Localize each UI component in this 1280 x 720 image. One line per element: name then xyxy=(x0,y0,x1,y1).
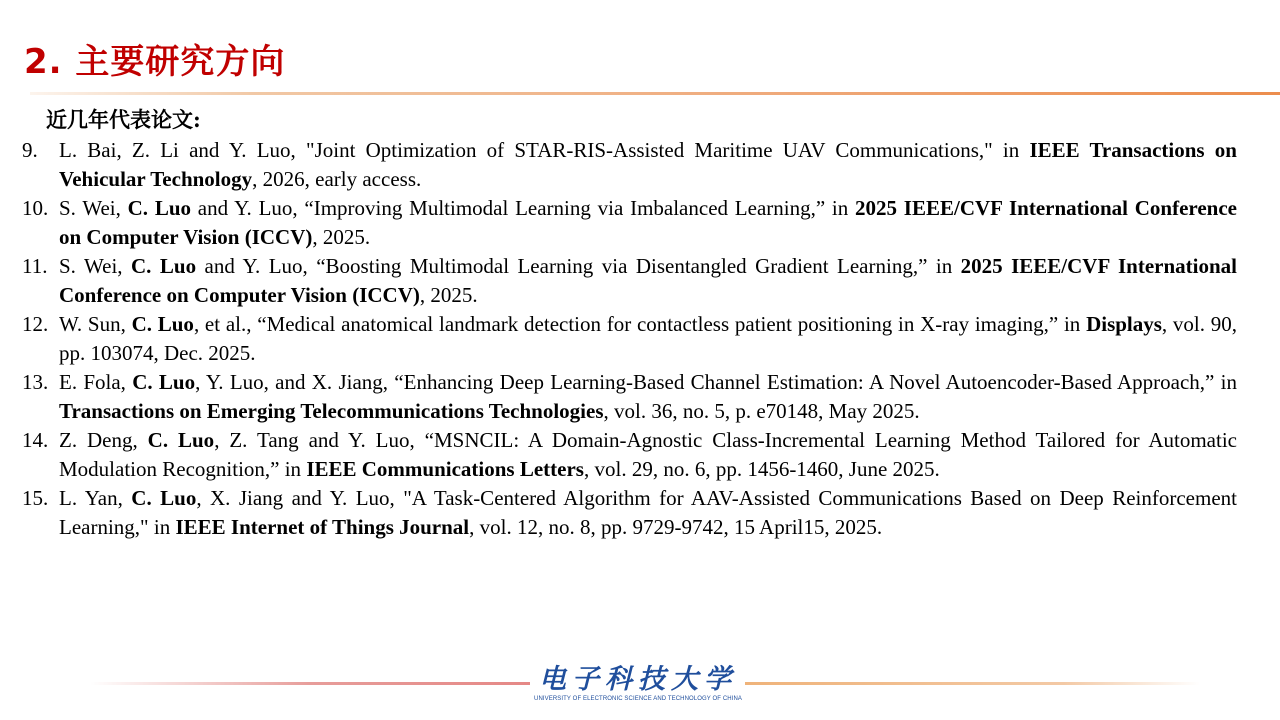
reference-bold-text: C. Luo xyxy=(147,428,215,452)
reference-text: , 2025. xyxy=(419,283,478,307)
reference-text: , et al., “Medical anatomical landmark detection for contactless patient positioning in X-ray imaging,” in xyxy=(193,312,1087,336)
reference-item xyxy=(22,368,1237,426)
reference-number: 10. xyxy=(22,196,49,220)
reference-number: 9. xyxy=(22,138,38,162)
section-subheading: 近几年代表论文: xyxy=(46,107,201,132)
reference-text: S. Wei, xyxy=(59,196,128,220)
slide-title: 2. 主要研究方向 xyxy=(24,42,286,82)
footer-divider-left xyxy=(90,682,530,685)
reference-text: L. Yan, xyxy=(59,486,132,510)
reference-bold-text: C. Luo xyxy=(131,312,194,336)
reference-bold-text: 2025 IEEE/CVF International Conference on Computer Vision (ICCV) xyxy=(59,254,1237,307)
university-logo-chinese: 电子科技大学 xyxy=(539,664,737,695)
reference-bold-text: IEEE Communications Letters xyxy=(306,457,584,481)
reference-item xyxy=(22,136,1237,194)
reference-item xyxy=(22,426,1237,484)
reference-bold-text: C. Luo xyxy=(131,486,197,510)
reference-number: 12. xyxy=(22,312,49,336)
reference-text: , vol. 12, no. 8, pp. 9729-9742, 15 April15, 2025. xyxy=(469,515,883,539)
university-logo xyxy=(532,664,744,706)
reference-text: L. Bai, Z. Li and Y. Luo, "Joint Optimization of STAR-RIS-Assisted Maritime UAV Communications," in xyxy=(59,138,1030,162)
reference-text: and Y. Luo, “Boosting Multimodal Learning via Disentangled Gradient Learning,” in xyxy=(196,254,961,278)
reference-text: , vol. 90, pp. 103074, Dec. 2025. xyxy=(59,312,1238,365)
reference-item xyxy=(22,252,1237,310)
reference-text: , X. Jiang and Y. Luo, "A Task-Centered Algorithm for AAV-Assisted Communications Based on Deep Reinforcement Learning," in xyxy=(59,486,1237,539)
footer-divider-right xyxy=(745,682,1200,685)
reference-item xyxy=(22,310,1237,368)
reference-text: , vol. 36, no. 5, p. e70148, May 2025. xyxy=(603,399,920,423)
reference-number: 13. xyxy=(22,370,49,394)
university-logo-english: UNIVERSITY OF ELECTRONIC SCIENCE AND TECHNOLOGY OF CHINA xyxy=(534,696,742,702)
reference-number: 15. xyxy=(22,486,49,510)
reference-text: E. Fola, xyxy=(59,370,133,394)
reference-bold-text: C. Luo xyxy=(127,196,192,220)
reference-text: S. Wei, xyxy=(59,254,132,278)
reference-bold-text: IEEE Internet of Things Journal xyxy=(175,515,470,539)
reference-bold-text: Displays xyxy=(1086,312,1162,336)
reference-bold-text: C. Luo xyxy=(131,254,197,278)
reference-list xyxy=(22,136,1237,542)
reference-number: 14. xyxy=(22,428,49,452)
title-divider xyxy=(30,92,1280,95)
reference-bold-text: IEEE Transactions on Vehicular Technology xyxy=(59,138,1237,191)
reference-text: , vol. 29, no. 6, pp. 1456-1460, June 2025. xyxy=(583,457,940,481)
reference-text: Z. Deng, xyxy=(59,428,148,452)
reference-text: , Y. Luo, and X. Jiang, “Enhancing Deep Learning-Based Channel Estimation: A Novel Autoencoder-Based Approach,” in xyxy=(195,370,1237,394)
reference-text: , 2026, early access. xyxy=(252,167,422,191)
reference-item xyxy=(22,194,1237,252)
reference-item xyxy=(22,484,1237,542)
reference-text: and Y. Luo, “Improving Multimodal Learning via Imbalanced Learning,” in xyxy=(191,196,856,220)
reference-bold-text: Transactions on Emerging Telecommunications Technologies xyxy=(59,399,604,423)
reference-text: , Z. Tang and Y. Luo, “MSNCIL: A Domain-Agnostic Class-Incremental Learning Method Tailored for Automatic Modulation Recognition,” in xyxy=(59,428,1237,481)
reference-bold-text: 2025 IEEE/CVF International Conference on Computer Vision (ICCV) xyxy=(59,196,1237,249)
reference-bold-text: C. Luo xyxy=(132,370,196,394)
reference-number: 11. xyxy=(22,254,48,278)
reference-text: , 2025. xyxy=(312,225,371,249)
reference-text: W. Sun, xyxy=(59,312,132,336)
references-section xyxy=(22,104,1237,542)
